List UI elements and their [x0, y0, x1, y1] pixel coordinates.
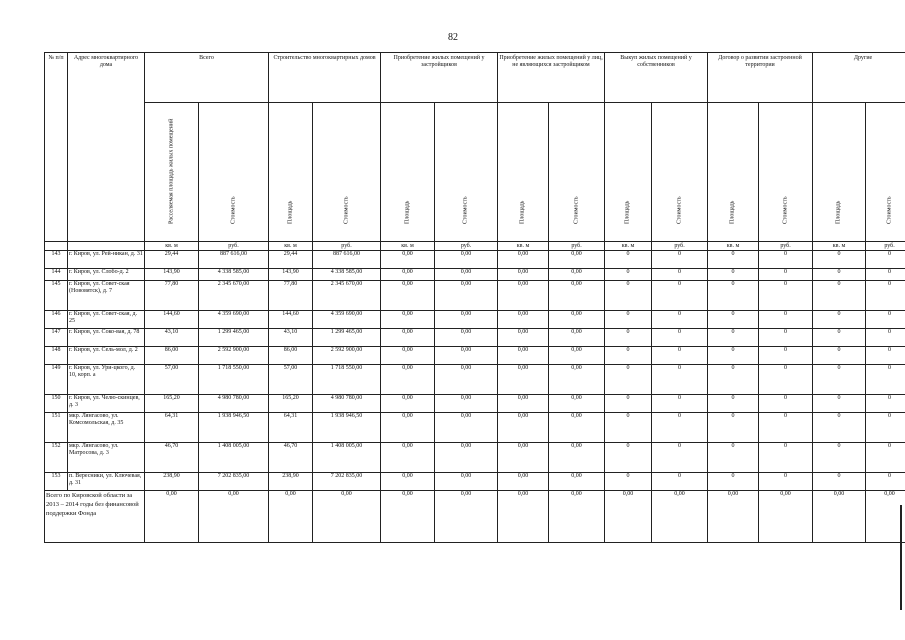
row-address: мкр. Лянгасово, ул. Матросова, д. 3 [68, 443, 145, 473]
row-value: 0 [708, 251, 759, 269]
row-value: 0,00 [549, 311, 605, 329]
row-value: 0 [708, 311, 759, 329]
table-row [45, 329, 905, 347]
unit-cell: руб. [199, 242, 269, 251]
header-subcol [313, 103, 381, 242]
row-value: 64,31 [269, 413, 313, 443]
row-value: 0,00 [381, 347, 435, 365]
table-row [45, 281, 905, 311]
row-address: г. Киров, ул. Слобо-д. 2 [68, 269, 145, 281]
header-subcol-label: Стоимость [676, 196, 683, 224]
total-value: 0,00 [435, 491, 498, 543]
header-row-subcols [45, 103, 905, 242]
header-group: Другие [813, 53, 905, 103]
row-value: 1 299 465,00 [313, 329, 381, 347]
row-value: 0 [866, 473, 905, 491]
row-value: 77,80 [269, 281, 313, 311]
row-value: 0,00 [435, 365, 498, 395]
total-value: 0,00 [866, 491, 905, 543]
row-value: 0 [605, 473, 652, 491]
header-subcol [813, 103, 866, 242]
row-value: 0 [605, 281, 652, 311]
header-address: Адрес многоквартирного дома [68, 53, 145, 242]
row-value: 7 202 835,00 [199, 473, 269, 491]
row-value: 0 [759, 311, 813, 329]
row-value: 64,31 [145, 413, 199, 443]
table-row [45, 413, 905, 443]
row-value: 0 [813, 365, 866, 395]
scan-edge-line [900, 505, 902, 610]
unit-cell: кв. м [498, 242, 549, 251]
row-value: 0 [708, 281, 759, 311]
header-group: Строительство многоквартирных домов [269, 53, 381, 103]
row-value: 0,00 [498, 443, 549, 473]
table-row [45, 365, 905, 395]
row-value: 0,00 [435, 413, 498, 443]
row-value: 0 [813, 251, 866, 269]
row-value: 0 [605, 413, 652, 443]
row-value: 29,44 [145, 251, 199, 269]
row-value: 0 [605, 329, 652, 347]
total-value: 0,00 [199, 491, 269, 543]
row-value: 46,70 [145, 443, 199, 473]
row-value: 0 [652, 329, 708, 347]
header-subcol-label: Площадь [519, 200, 526, 224]
total-value: 0,00 [313, 491, 381, 543]
row-value: 887 616,00 [199, 251, 269, 269]
row-value: 1 408 005,00 [313, 443, 381, 473]
row-value: 0,00 [549, 269, 605, 281]
row-value: 29,44 [269, 251, 313, 269]
row-value: 0 [866, 281, 905, 311]
row-value: 1 938 946,50 [313, 413, 381, 443]
row-value: 0,00 [498, 311, 549, 329]
row-address: г. Киров, ул. Сель-мол, д. 2 [68, 347, 145, 365]
header-subcol-label: Стоимость [886, 196, 893, 224]
row-value: 0 [866, 311, 905, 329]
row-value: 0 [866, 443, 905, 473]
row-address: г. Киров, ул. Совет-ская (Нововятск), д. 7 [68, 281, 145, 311]
row-value: 0 [866, 395, 905, 413]
unit-cell: руб. [549, 242, 605, 251]
row-value: 1 718 550,00 [199, 365, 269, 395]
header-subcol-label: Площадь [729, 200, 736, 224]
row-value: 0,00 [435, 395, 498, 413]
total-row [45, 491, 905, 543]
row-value: 0,00 [498, 347, 549, 365]
row-number: 153 [45, 473, 68, 491]
row-value: 0,00 [549, 473, 605, 491]
unit-cell: кв. м [708, 242, 759, 251]
row-value: 86,00 [145, 347, 199, 365]
row-value: 0 [708, 413, 759, 443]
header-subcol-label: Стоимость [782, 196, 789, 224]
row-value: 0 [652, 311, 708, 329]
header-group: Договор о развитии застроенной территории [708, 53, 813, 103]
row-value: 0 [708, 473, 759, 491]
row-value: 0 [708, 329, 759, 347]
row-value: 4 338 585,00 [313, 269, 381, 281]
row-address: г. Киров, ул. Ури-цкого, д. 10, корп. а [68, 365, 145, 395]
row-value: 0,00 [381, 473, 435, 491]
header-subcol [199, 103, 269, 242]
row-value: 0,00 [549, 443, 605, 473]
row-value: 1 938 946,50 [199, 413, 269, 443]
unit-cell: кв. м [145, 242, 199, 251]
total-value: 0,00 [652, 491, 708, 543]
row-number: 147 [45, 329, 68, 347]
row-value: 0,00 [381, 365, 435, 395]
unit-cell: руб. [435, 242, 498, 251]
row-value: 0,00 [381, 413, 435, 443]
header-row-units [45, 242, 905, 251]
row-value: 43,10 [269, 329, 313, 347]
row-value: 0 [813, 347, 866, 365]
row-address: г. Киров, ул. Челю-скинцев, д. 3 [68, 395, 145, 413]
row-value: 0 [759, 365, 813, 395]
row-value: 86,00 [269, 347, 313, 365]
header-subcol [498, 103, 549, 242]
row-address: г. Киров, ул. Рей-никан, д. 31 [68, 251, 145, 269]
row-value: 0 [813, 413, 866, 443]
total-label: Всего по Кировской области за 2013 – 2014 годы без финансовой поддержки Фонда [45, 491, 145, 543]
total-value: 0,00 [708, 491, 759, 543]
table-row [45, 311, 905, 329]
row-value: 4 359 690,00 [199, 311, 269, 329]
total-value: 0,00 [269, 491, 313, 543]
total-value: 0,00 [145, 491, 199, 543]
header-no: № п/п [45, 53, 68, 242]
row-value: 0,00 [381, 311, 435, 329]
row-value: 0 [652, 281, 708, 311]
row-value: 0,00 [435, 329, 498, 347]
row-value: 0,00 [549, 347, 605, 365]
row-value: 0 [759, 473, 813, 491]
table-row [45, 443, 905, 473]
row-value: 0,00 [498, 281, 549, 311]
row-value: 0 [813, 443, 866, 473]
row-value: 1 718 550,00 [313, 365, 381, 395]
header-subcol [652, 103, 708, 242]
header-subcol [866, 103, 905, 242]
row-value: 0 [652, 269, 708, 281]
row-value: 0 [652, 347, 708, 365]
header-subcol-label: Площадь [287, 200, 293, 224]
row-value: 57,00 [269, 365, 313, 395]
row-value: 0 [605, 251, 652, 269]
header-subcol [759, 103, 813, 242]
row-value: 0,00 [435, 473, 498, 491]
row-value: 0 [813, 269, 866, 281]
total-value: 0,00 [759, 491, 813, 543]
row-value: 0,00 [549, 395, 605, 413]
total-value: 0,00 [498, 491, 549, 543]
row-value: 0,00 [435, 347, 498, 365]
row-value: 0 [605, 443, 652, 473]
row-value: 0 [605, 347, 652, 365]
header-group: Всего [145, 53, 269, 103]
row-value: 0,00 [381, 269, 435, 281]
row-value: 0 [605, 311, 652, 329]
row-value: 144,60 [269, 311, 313, 329]
unit-cell: руб. [866, 242, 905, 251]
header-subcol [269, 103, 313, 242]
header-subcol [145, 103, 199, 242]
row-number: 146 [45, 311, 68, 329]
row-number: 151 [45, 413, 68, 443]
row-value: 0,00 [498, 251, 549, 269]
row-value: 0 [813, 329, 866, 347]
row-value: 0 [708, 443, 759, 473]
row-value: 144,60 [145, 311, 199, 329]
row-value: 0,00 [498, 473, 549, 491]
row-value: 0,00 [498, 365, 549, 395]
row-value: 0 [759, 395, 813, 413]
header-subcol-label: Площадь [624, 200, 631, 224]
table-row [45, 473, 905, 491]
row-value: 0 [813, 311, 866, 329]
header-subcol-label: Стоимость [462, 196, 469, 224]
row-value: 887 616,00 [313, 251, 381, 269]
row-value: 0 [759, 269, 813, 281]
row-value: 0 [652, 473, 708, 491]
unit-cell: руб. [652, 242, 708, 251]
row-value: 0,00 [435, 311, 498, 329]
row-number: 144 [45, 269, 68, 281]
row-value: 0 [759, 329, 813, 347]
total-value: 0,00 [813, 491, 866, 543]
header-group: Приобретение жилых помещений у застройщиков [381, 53, 498, 103]
row-value: 0,00 [498, 395, 549, 413]
row-value: 46,70 [269, 443, 313, 473]
row-value: 0 [759, 413, 813, 443]
row-value: 0 [652, 413, 708, 443]
row-value: 0,00 [435, 281, 498, 311]
unit-cell: кв. м [269, 242, 313, 251]
row-value: 143,90 [269, 269, 313, 281]
row-value: 1 408 005,00 [199, 443, 269, 473]
row-value: 0 [813, 395, 866, 413]
row-value: 0,00 [549, 251, 605, 269]
row-value: 0 [813, 473, 866, 491]
header-subcol-label: Стоимость [343, 196, 349, 224]
row-value: 7 202 835,00 [313, 473, 381, 491]
header-subcol-label: Площадь [835, 200, 842, 224]
row-value: 0 [652, 365, 708, 395]
row-value: 0 [866, 365, 905, 395]
table-row [45, 251, 905, 269]
row-value: 0 [759, 251, 813, 269]
table-row [45, 395, 905, 413]
row-value: 0,00 [381, 443, 435, 473]
row-value: 165,20 [145, 395, 199, 413]
row-value: 0,00 [381, 395, 435, 413]
row-value: 0,00 [498, 269, 549, 281]
row-value: 0 [708, 365, 759, 395]
row-value: 238,90 [269, 473, 313, 491]
unit-cell-empty [68, 242, 145, 251]
row-value: 0 [866, 347, 905, 365]
row-value: 0,00 [549, 281, 605, 311]
row-number: 149 [45, 365, 68, 395]
table-row [45, 269, 905, 281]
row-value: 0 [708, 395, 759, 413]
row-value: 0,00 [549, 329, 605, 347]
unit-cell: руб. [313, 242, 381, 251]
row-value: 57,00 [145, 365, 199, 395]
row-value: 0,00 [549, 413, 605, 443]
row-value: 0,00 [381, 329, 435, 347]
row-value: 0 [866, 329, 905, 347]
row-value: 0,00 [498, 329, 549, 347]
header-group: Приобретение жилых помещений у лиц, не являющихся застройщиком [498, 53, 605, 103]
header-subcol-label: Стоимость [573, 196, 580, 224]
row-value: 4 338 585,00 [199, 269, 269, 281]
row-number: 152 [45, 443, 68, 473]
header-subcol-label: Расселяемая площадь жилых помещений [168, 118, 174, 224]
header-subcol-label: Стоимость [230, 196, 236, 224]
table-row [45, 347, 905, 365]
row-value: 143,90 [145, 269, 199, 281]
total-value: 0,00 [381, 491, 435, 543]
row-address: мкр. Лянгасово, ул. Комсомольская, д. 35 [68, 413, 145, 443]
row-value: 0,00 [381, 251, 435, 269]
row-value: 0,00 [435, 269, 498, 281]
unit-cell-empty [45, 242, 68, 251]
row-address: г. Киров, ул. Соко-вая, д. 78 [68, 329, 145, 347]
row-value: 43,10 [145, 329, 199, 347]
page-number: 82 [448, 32, 458, 43]
unit-cell: кв. м [381, 242, 435, 251]
header-subcol [381, 103, 435, 242]
row-value: 0 [866, 269, 905, 281]
row-value: 2 345 670,00 [199, 281, 269, 311]
row-value: 0 [652, 443, 708, 473]
row-value: 77,80 [145, 281, 199, 311]
row-value: 0,00 [498, 413, 549, 443]
row-value: 4 980 780,00 [199, 395, 269, 413]
row-value: 0 [759, 443, 813, 473]
row-value: 0 [605, 395, 652, 413]
row-value: 165,20 [269, 395, 313, 413]
row-value: 0,00 [549, 365, 605, 395]
row-value: 1 299 465,00 [199, 329, 269, 347]
header-subcol-label: Площадь [404, 200, 411, 224]
row-value: 0 [759, 347, 813, 365]
row-value: 0 [759, 281, 813, 311]
total-value: 0,00 [549, 491, 605, 543]
row-value: 4 980 780,00 [313, 395, 381, 413]
row-value: 0 [708, 269, 759, 281]
header-subcol [435, 103, 498, 242]
unit-cell: руб. [759, 242, 813, 251]
total-value: 0,00 [605, 491, 652, 543]
row-number: 150 [45, 395, 68, 413]
header-subcol [549, 103, 605, 242]
row-value: 0 [652, 395, 708, 413]
row-value: 0,00 [381, 281, 435, 311]
row-value: 0 [605, 365, 652, 395]
row-value: 0 [652, 251, 708, 269]
row-value: 4 359 690,00 [313, 311, 381, 329]
header-row-groups [45, 53, 905, 103]
row-value: 0 [605, 269, 652, 281]
unit-cell: кв. м [605, 242, 652, 251]
row-value: 0 [813, 281, 866, 311]
header-group: Выкуп жилых помещений у собственников [605, 53, 708, 103]
row-address: п. Вересники, ул. Ключевая, д. 31 [68, 473, 145, 491]
row-number: 148 [45, 347, 68, 365]
row-value: 0 [708, 347, 759, 365]
row-value: 238,90 [145, 473, 199, 491]
unit-cell: кв. м [813, 242, 866, 251]
row-address: г. Киров, ул. Совет-ская, д. 25 [68, 311, 145, 329]
row-value: 0,00 [435, 251, 498, 269]
row-value: 0,00 [435, 443, 498, 473]
relocation-table [44, 52, 895, 543]
header-subcol [605, 103, 652, 242]
header-subcol [708, 103, 759, 242]
row-value: 0 [866, 251, 905, 269]
row-number: 145 [45, 281, 68, 311]
row-value: 2 592 900,00 [313, 347, 381, 365]
row-value: 2 345 670,00 [313, 281, 381, 311]
row-number: 143 [45, 251, 68, 269]
row-value: 0 [866, 413, 905, 443]
row-value: 2 592 900,00 [199, 347, 269, 365]
